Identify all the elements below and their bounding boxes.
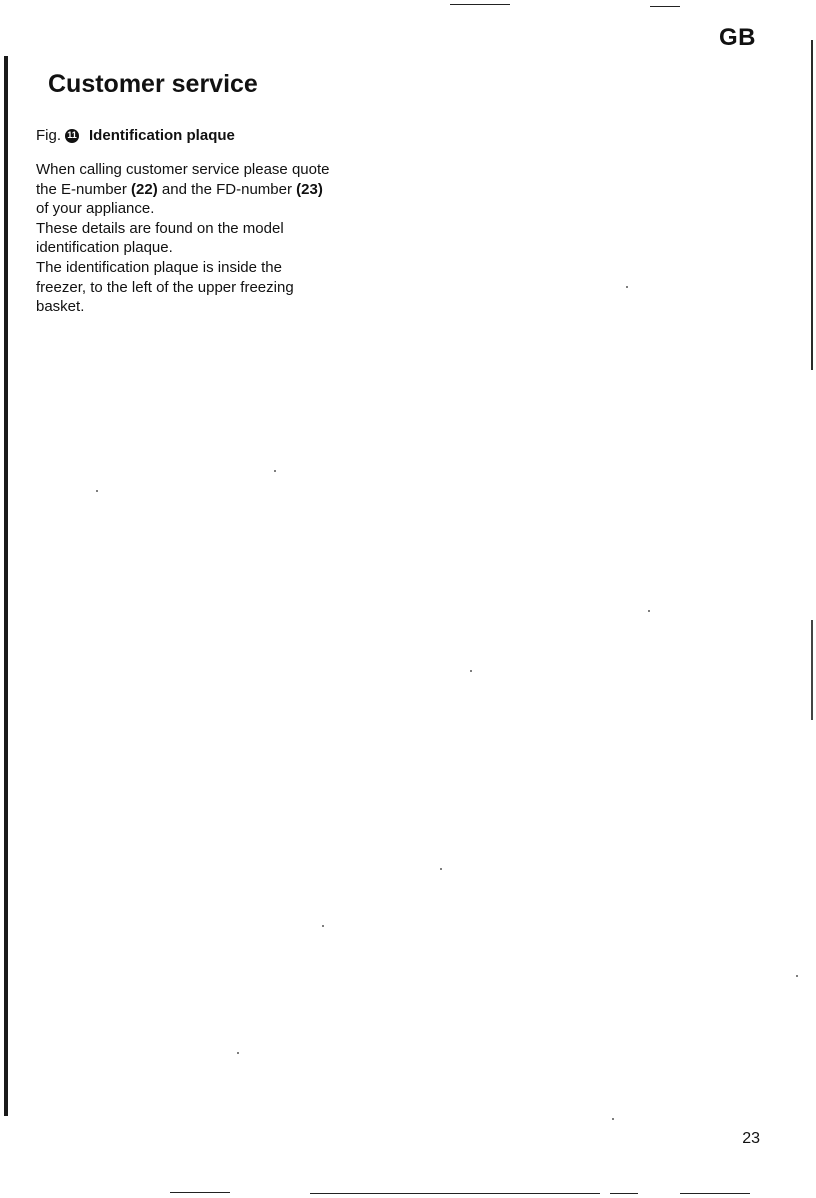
scan-line-bottom <box>170 1192 230 1193</box>
body-line <box>36 180 396 200</box>
body-line: identification plaque. <box>36 239 173 257</box>
scan-speck <box>626 286 628 288</box>
e-number-ref: (22) <box>131 180 158 198</box>
body-line: basket. <box>36 298 85 316</box>
scan-speck <box>274 470 276 472</box>
body-paragraph <box>36 160 396 317</box>
body-line: freezer, to the left of the upper freezing <box>36 278 294 296</box>
body-line: of your appliance. <box>36 200 155 218</box>
fd-number-ref: (23) <box>296 180 323 198</box>
scan-speck <box>796 975 798 977</box>
scan-speck <box>96 490 98 492</box>
scan-speck <box>440 868 442 870</box>
scan-line-top <box>650 6 680 7</box>
page-number: 23 <box>742 1130 760 1147</box>
body-text-segment: the E-number <box>36 180 132 198</box>
scan-speck <box>237 1052 239 1054</box>
body-line: These details are found on the model <box>36 219 284 237</box>
body-line: The identification plaque is inside the <box>36 258 282 276</box>
body-line: When calling customer service please quote <box>36 161 330 178</box>
page-title: Customer service <box>48 70 258 98</box>
figure-number-badge: 11 <box>65 129 79 143</box>
scan-edge-left <box>4 56 8 1116</box>
figure-prefix: Fig. <box>36 127 62 144</box>
scan-line-top <box>450 4 510 5</box>
figure-caption <box>36 127 235 144</box>
scan-speck <box>648 610 650 612</box>
scan-edge-right <box>811 40 813 370</box>
scan-line-bottom <box>610 1193 638 1194</box>
scan-line-bottom <box>680 1193 750 1194</box>
scan-edge-right-lower <box>811 620 813 720</box>
scan-line-bottom <box>310 1193 600 1194</box>
scan-speck <box>612 1118 614 1120</box>
scan-speck <box>322 925 324 927</box>
language-tag: GB <box>719 24 756 51</box>
figure-title: Identification plaque <box>89 127 235 144</box>
body-text-segment: and the FD-number <box>157 180 297 198</box>
scan-speck <box>470 670 472 672</box>
